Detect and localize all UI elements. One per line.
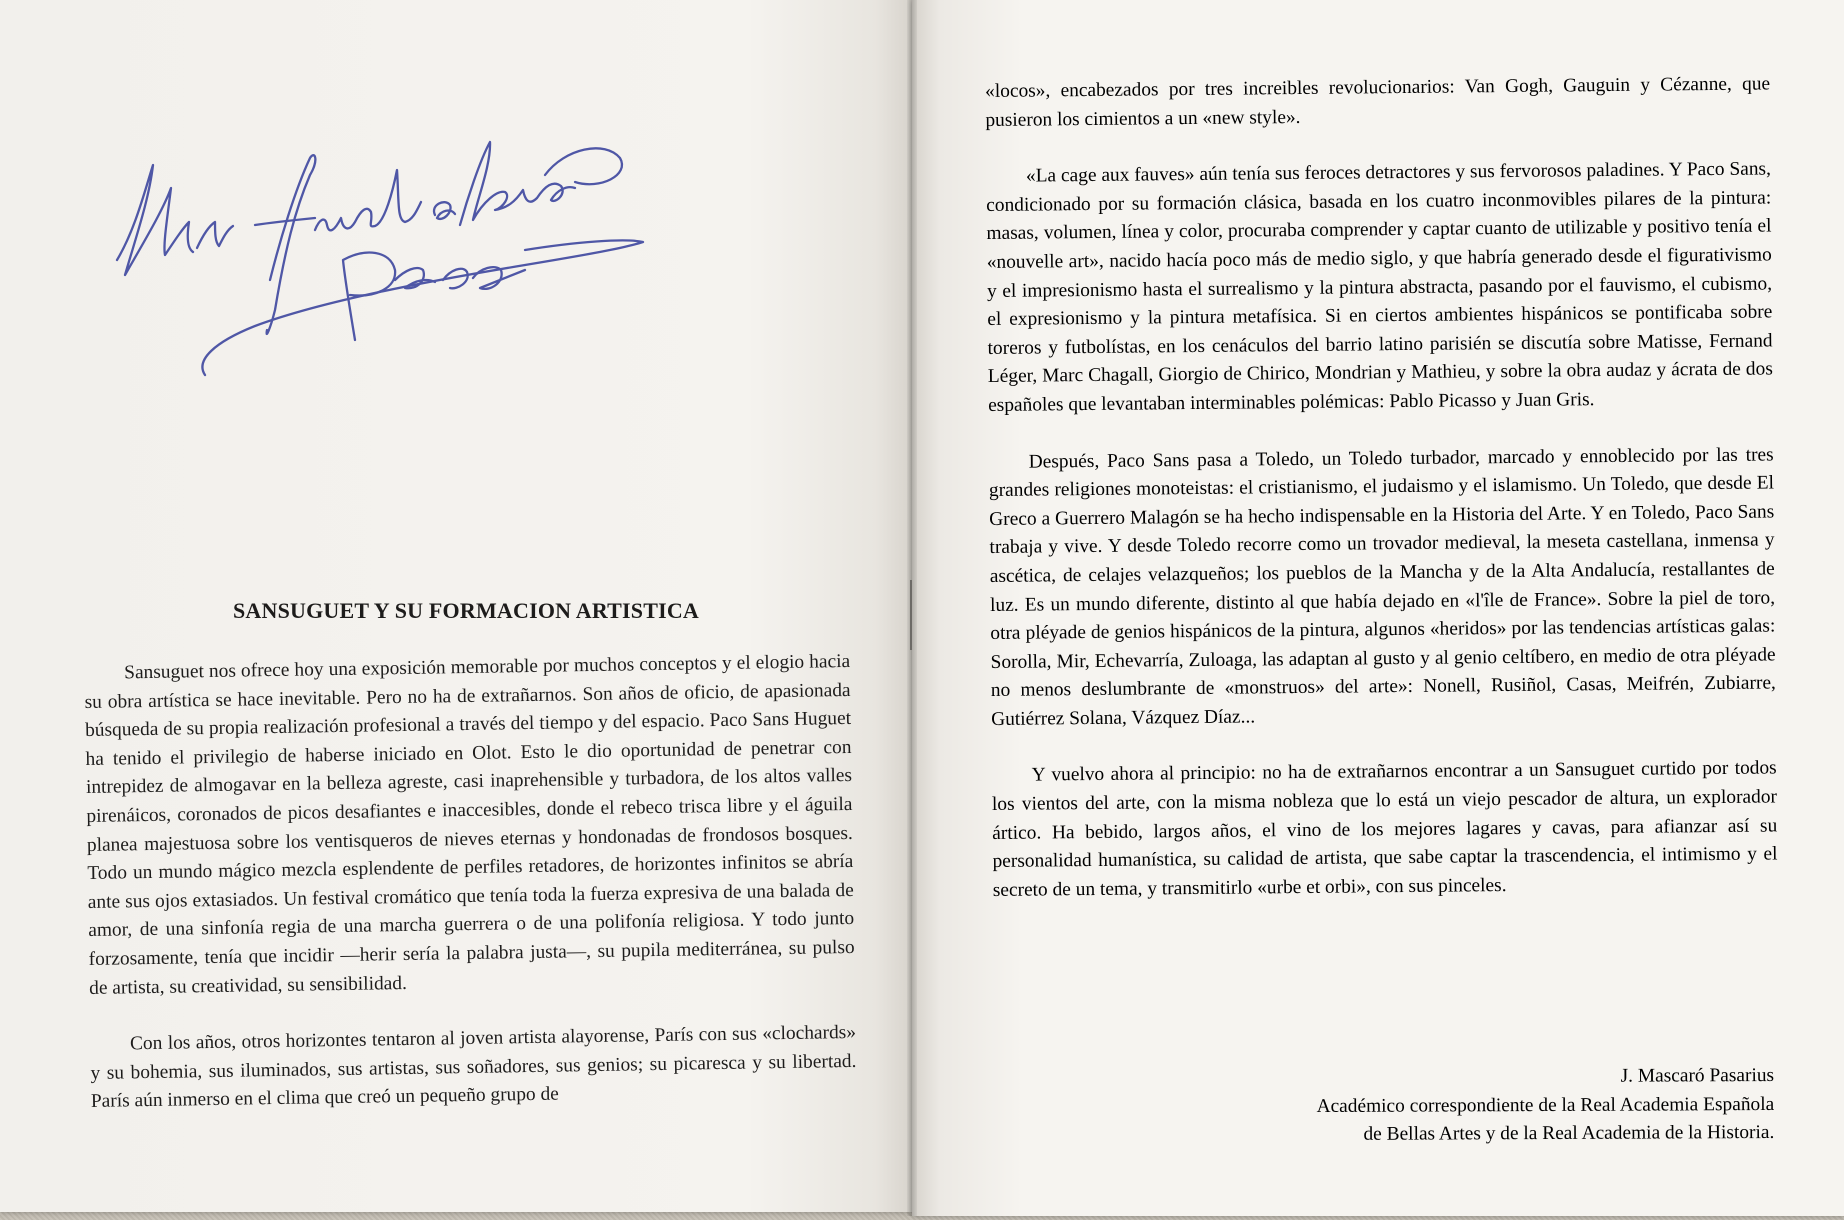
section-heading: SANSUGUET Y SU FORMACION ARTISTICA [232, 598, 700, 623]
left-page [0, 0, 912, 1212]
left-paragraph-1: Sansuguet nos ofrece hoy una exposición memorable por muchos conceptos y el elogio hacia su obra artística se hace inevitable. Pero no ha de extrañarnos. Son años de oficio, de apasionada búsqueda de su propia realización profesional a través del tiempo y del espacio. Paco Sans Huguet ha tenido el privilegio de haberse iniciado en Olot. Esto le dio oportunidad de penetrar con intrepidez de almogavar en la belleza agreste, casi inaprehensible y turbadora, de los altos valles pirenáicos, coronados de picos desafiantes e inaccesibles, donde el rebeco trisca libre y el águila planea majestuosa sobre los ventisqueros de nieves eternas y hondonadas de frondosos bosques. Todo un mundo mágico mezcla esplendente de perfiles retadores, de horizontes infinitos se abría ante sus ojos extasiados. Un festival cromático que tenía toda la fuerza expresiva de una balada de amor, de una sinfonía regia de una marcha guerrera o de una polifonía religiosa. Y todo junto forzosamente, tenía que incidir —herir sería la palabra justa—, su pupila mediterránea, su pulso de artista, su creatividad, su sensibilidad. [84, 650, 855, 999]
right-paragraph-1: «locos», encabezados por tres increibles revolucionarios: Van Gogh, Gauguin y Cézanne, que pusieron los cimientos a un «new style». [985, 73, 1771, 131]
author-name: J. Mascaró Pasarius [1620, 1065, 1775, 1087]
right-paragraph-4: Y vuelvo ahora al principio: no ha de extrañarnos encontrar a un Sansuguet curtido por todos los vientos del arte, con la misma nobleza que lo está un viejo pescador de altura, un explorador ártico. Ha bebido, largos años, el vino de los mejores lagares y cavas, para afianzar así su personalidad humanística, su calidad de artista, que sabe captar la trascendencia, el intimismo y el secreto de un tema, y transmitirlo «urbe et orbi», con sus pinceles. [991, 757, 1778, 901]
left-page-body [84, 648, 858, 1145]
author-signoff [1180, 1062, 1774, 1150]
right-page-body [985, 70, 1778, 933]
handwritten-dedication-signature [105, 130, 745, 470]
staple [910, 580, 912, 650]
author-title-line-2: de Bellas Artes y de la Real Academia de la Historia. [1363, 1122, 1775, 1145]
author-title-line-1: Académico correspondiente de la Real Academia Española [1316, 1093, 1775, 1117]
booklet-spine [907, 0, 917, 1216]
left-paragraph-2: Con los años, otros horizontes tentaron al joven artista alayorense, París con sus «clochards» y su bohemia, sus iluminados, sus artistas, sus soñadores, sus genios; su picaresca y su libertad. París aún inmerso en el clima que creó un pequeño grupo de [90, 1022, 857, 1113]
right-paragraph-3: Después, Paco Sans pasa a Toledo, un Toledo turbador, marcado y ennoblecido por las tres grandes religiones monoteistas: el cristianismo, el judaismo y el islamismo. Un Toledo, que desde El Greco a Guerrero Malagón se ha hecho indispensable en la Historia del Arte. Y en Toledo, Paco Sans trabaja y vive. Y desde Toledo recorre como un trovador medieval, la meseta castellana, inmensa y ascética, de celajes velazqueños; los pueblos de la Mancha y de la Alta Andalucía, restallantes de luz. Es un mundo diferente, distinto al que había dejado en «l'île de France». Sobre la piel de toro, otra pléyade de genios hispánicos de la pintura, algunos «heridos» por las tendencias artísticas galas: Sorolla, Mir, Echevarría, Zuloaga, las adaptan al gusto y al genio celtíbero, en medio de otra pléyade no menos deslumbrante de «monstruos» del arte»: Nonell, Rusiñol, Casas, Meifrén, Zubiarre, Gutiérrez Solana, Vázquez Díaz... [988, 443, 1776, 730]
right-paragraph-2: «La cage aux fauves» aún tenía sus feroces detractores y sus fervorosos paladines. Y Paco Sans, condicionado por su formación clásica, basada en los cuatro inconmovibles pilares de la pintura: masas, volumen, línea y color, procuraba comprender y captar cuanto de utilizable y positivo tenía el «nouvelle art», nacido hacía poco más de medio siglo, y que habría generado desde el figurativismo y el impresionismo hasta el surrealismo y la pintura abstracta, pasando por el fauvismo, el cubismo, el expresionismo y la pintura metafísica. Si en ciertos ambientes hispánicos se pontificaba sobre toreros y futbolístas, en los cenáculos del barrio latino parisién se discutía sobre Matisse, Fernand Léger, Marc Chagall, Giorgio de Chirico, Mondrian y Mathieu, y sobre la obra audaz y ácrata de dos españoles que levantaban interminables polémicas: Pablo Picasso y Juan Gris. [986, 158, 1773, 416]
